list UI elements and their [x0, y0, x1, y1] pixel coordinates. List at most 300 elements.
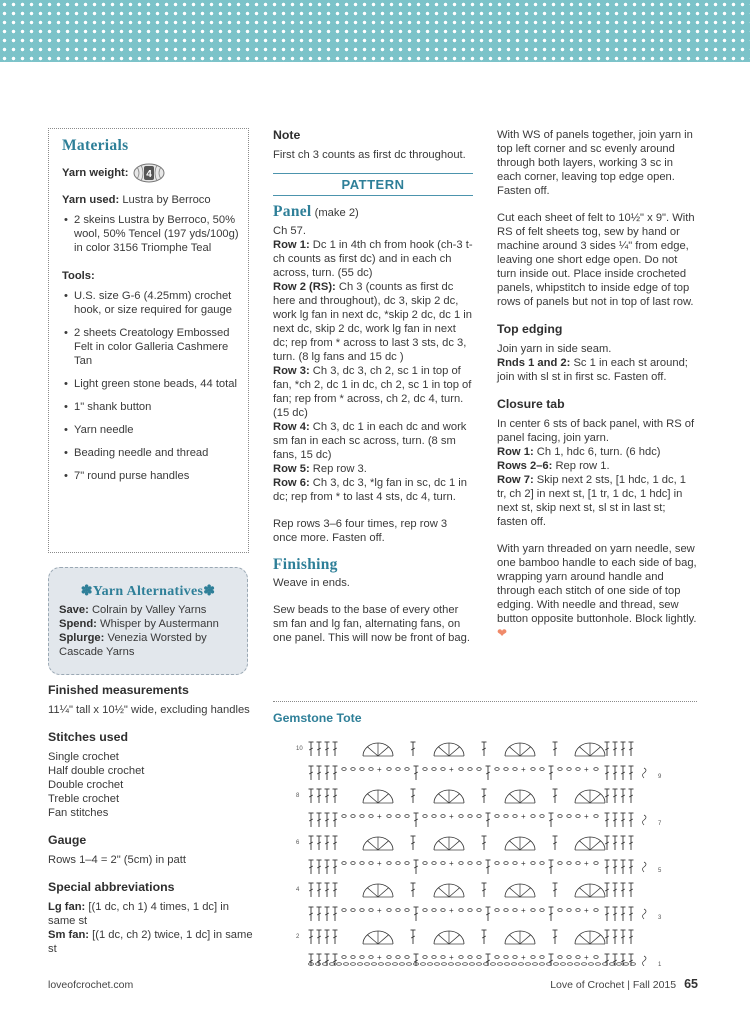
chain-stitch [396, 768, 400, 771]
foundation-chain [351, 963, 356, 966]
pattern-row: Row 2 (RS): Ch 3 (counts as first dc here and throughout), dc 3, skip 2 dc, work lg fan in next dc, *skip 2 dc, dc 1 in next dc, skip 2 dc, work lg fan in next dc; rep from * across to last 3 sts, dc 3, turn. (8 lg fans and 15 dc ) [273, 281, 472, 363]
fan-stitch [579, 841, 590, 850]
foundation-chain [421, 963, 426, 966]
chain-stitch [387, 768, 391, 771]
foundation-chain [610, 963, 615, 966]
chain-stitch [360, 862, 364, 865]
list-item: • U.S. size G-6 (4.25mm) crochet hook, or size required for gauge [62, 289, 242, 317]
fan-stitch [520, 794, 531, 803]
chain-stitch [558, 815, 562, 818]
chain-stitch [360, 909, 364, 912]
chain-stitch [495, 768, 499, 771]
foundation-chain [561, 963, 566, 966]
list-item: • 2 sheets Creatology Embossed Felt in color Galleria Cashmere Tan [62, 326, 242, 368]
alternative-save: Save: Colrain by Valley Yarns [59, 604, 207, 616]
row-number-left: 10 [296, 746, 303, 752]
chain-stitch [576, 956, 580, 959]
fan-stitch [509, 935, 520, 944]
fan-stitch [579, 935, 590, 944]
right-column [497, 128, 697, 641]
row-number-right: 3 [658, 915, 662, 921]
fan-stitch [579, 794, 590, 803]
foundation-chain [386, 963, 391, 966]
fan-stitch [509, 841, 520, 850]
chain-stitch [342, 862, 346, 865]
closure-tab-title: Closure tab [497, 397, 565, 411]
middle-column-top [273, 128, 473, 162]
chain-stitch [351, 768, 355, 771]
sc-stitch: + [584, 812, 589, 821]
alternative-splurge: Splurge: Venezia Worsted by Cascade Yarns [59, 632, 207, 658]
top-edging-rounds: Rnds 1 and 2: Sc 1 in each st around; join with sl st in first sc. Fasten off. [497, 357, 688, 383]
chain-stitch [423, 909, 427, 912]
tools-label: Tools: [62, 270, 95, 282]
yarn-used-label: Yarn used: [62, 194, 120, 206]
chart-title: Gemstone Tote [273, 711, 362, 725]
fan-stitch [520, 841, 531, 850]
turn-mark [643, 768, 647, 778]
fan-stitch [590, 794, 601, 803]
fan-stitch [438, 794, 449, 803]
list-item: • 2 skeins Lustra by Berroco, 50% wool, 50% Tencel (197 yds/100g) in color 3156 Triomphe Teal [62, 213, 242, 255]
chain-stitch [342, 768, 346, 771]
fan-stitch [367, 841, 378, 850]
foundation-chain [435, 963, 440, 966]
page-number: 65 [684, 977, 698, 991]
foundation-chain [568, 963, 573, 966]
footer-magazine: Love of Crochet [550, 979, 625, 991]
foundation-chain [449, 963, 454, 966]
stitches-list [48, 750, 253, 820]
chain-stitch [495, 862, 499, 865]
chain-stitch [360, 768, 364, 771]
chain-stitch [351, 909, 355, 912]
chain-stitch [396, 956, 400, 959]
sc-stitch: + [521, 812, 526, 821]
sc-stitch: + [521, 953, 526, 962]
foundation-chain [491, 963, 496, 966]
foundation-chain [519, 963, 524, 966]
chain-stitch [369, 815, 373, 818]
chain-stitch [477, 909, 481, 912]
list-item: Single crochet [48, 751, 119, 763]
chain-stitch [468, 815, 472, 818]
foundation-chain [428, 963, 433, 966]
chain-stitch [567, 909, 571, 912]
flower-icon: ✽ [80, 584, 93, 599]
chain-stitch [540, 815, 544, 818]
chain-stitch [594, 768, 598, 771]
chain-stitch [369, 909, 373, 912]
sc-stitch: + [377, 953, 382, 962]
fan-stitch [590, 841, 601, 850]
gauge-text: Rows 1–4 = 2" (5cm) in patt [48, 854, 186, 866]
chain-stitch [369, 768, 373, 771]
chain-stitch [504, 956, 508, 959]
foundation-chain [554, 963, 559, 966]
closure-text: In center 6 sts of back panel, with RS of panel facing, join yarn. [497, 418, 695, 444]
chain-stitch [531, 815, 535, 818]
foundation-chain [582, 963, 587, 966]
yarn-weight-row [62, 163, 242, 183]
sc-stitch: + [584, 859, 589, 868]
list-item: Half double crochet [48, 765, 145, 777]
chain-stitch [540, 768, 544, 771]
chain-stitch [594, 956, 598, 959]
list-item: • 1" shank button [62, 400, 242, 414]
list-item: • Yarn needle [62, 423, 242, 437]
materials-box [48, 128, 249, 553]
chain-stitch [459, 862, 463, 865]
chain-stitch [540, 862, 544, 865]
fan-stitch [509, 747, 520, 756]
chain-stitch [405, 909, 409, 912]
chain-stitch [468, 768, 472, 771]
chain-stitch [558, 956, 562, 959]
gauge-title: Gauge [48, 833, 87, 847]
chain-stitch [540, 909, 544, 912]
chain-stitch [387, 909, 391, 912]
fan-stitch [367, 794, 378, 803]
foundation-chain [624, 963, 629, 966]
foundation-chain [540, 963, 545, 966]
foundation-chain [477, 963, 482, 966]
chain-stitch [432, 768, 436, 771]
fan-stitch [378, 841, 389, 850]
foundation-chain [365, 963, 370, 966]
sc-stitch: + [521, 859, 526, 868]
note-title: Note [273, 128, 301, 142]
chain-stitch [441, 862, 445, 865]
row-number-left: 4 [296, 887, 300, 893]
sc-stitch: + [377, 859, 382, 868]
chain-stitch [396, 815, 400, 818]
yarn-used-line [62, 193, 242, 207]
paragraph: Cut each sheet of felt to 10½" x 9". With RS of felt sheets tog, sew by hand or machine around 3 sides ¼" from edge, leaving one short edge open. Do not turn inside out. Place inside crocheted panels, whipstitch to inside edge of top rows of panels but not in top of last row. [497, 212, 695, 308]
foundation-chain [400, 963, 405, 966]
finishing-text-2: Sew beads to the base of every other sm fan and lg fan, alternating fans, on one panel. This will now be front of bag. [273, 604, 470, 644]
polka-dot-banner [0, 0, 750, 62]
yarn-weight-label: Yarn weight: [62, 167, 129, 179]
list-item: Fan stitches [48, 807, 109, 819]
foundation-chain [526, 963, 531, 966]
foundation-chain [596, 963, 601, 966]
chain-stitch [576, 815, 580, 818]
finishing-title: Finishing [273, 556, 338, 573]
chain-stitch [432, 815, 436, 818]
list-item: Treble crochet [48, 793, 120, 805]
fan-stitch [509, 888, 520, 897]
row-number-left: 2 [296, 934, 300, 940]
chain-stitch [468, 909, 472, 912]
chain-stitch [594, 815, 598, 818]
sc-stitch: + [377, 812, 382, 821]
chain-stitch [351, 862, 355, 865]
chain-stitch [567, 956, 571, 959]
sc-stitch: + [377, 906, 382, 915]
chain-stitch [594, 909, 598, 912]
heart-icon: ❤ [497, 626, 508, 640]
chain-stitch [504, 815, 508, 818]
chain-stitch [423, 862, 427, 865]
fan-stitch [449, 841, 460, 850]
paragraph: With WS of panels together, join yarn in top left corner and sc evenly around through both layers, working 3 sc in each corner, leaving top edge open. Fasten off. [497, 129, 693, 197]
pattern-row: Row 4: Ch 3, dc 1 in each dc and work sm fan in each sc across, turn. (8 sm fans, 15 dc) [273, 421, 467, 461]
chain-stitch [504, 768, 508, 771]
chain-stitch [459, 909, 463, 912]
stitches-title: Stitches used [48, 730, 128, 744]
chain-stitch [423, 956, 427, 959]
chain-stitch [423, 768, 427, 771]
list-item: • Beading needle and thread [62, 446, 242, 460]
yarn-alternatives-title: Yarn Alternatives [92, 584, 204, 599]
chain-stitch [576, 909, 580, 912]
chain-stitch [396, 909, 400, 912]
chain-stitch [351, 815, 355, 818]
turn-mark [643, 909, 647, 919]
sc-stitch: + [584, 906, 589, 915]
chain-stitch [459, 768, 463, 771]
panel-make: (make 2) [314, 207, 359, 219]
top-edging-text: Join yarn in side seam. [497, 343, 612, 355]
chain-stitch [441, 909, 445, 912]
sc-stitch: + [449, 765, 454, 774]
fan-stitch [520, 888, 531, 897]
top-edging-title: Top edging [497, 322, 563, 336]
foundation-chain [407, 963, 412, 966]
chain-stitch [513, 815, 517, 818]
row-number-right: 1 [658, 962, 662, 966]
chain-stitch [360, 815, 364, 818]
pattern-heading: PATTERN [273, 173, 473, 196]
chain-stitch [360, 956, 364, 959]
foundation-chain [512, 963, 517, 966]
row-number-right: 9 [658, 774, 662, 780]
fan-stitch [449, 794, 460, 803]
chain-stitch [342, 815, 346, 818]
foundation-chain [463, 963, 468, 966]
chain-stitch [540, 956, 544, 959]
fan-stitch [520, 935, 531, 944]
chain-stitch [567, 768, 571, 771]
pattern-row: Row 1: Dc 1 in 4th ch from hook (ch-3 t-ch counts as first dc) and in each ch across, turn. (55 dc) [273, 239, 473, 279]
sc-stitch: + [449, 906, 454, 915]
foundation-chain [379, 963, 384, 966]
chain-stitch [396, 862, 400, 865]
section-divider [273, 701, 697, 702]
abbreviations-title: Special abbreviations [48, 880, 175, 894]
fan-stitch [449, 935, 460, 944]
flower-icon: ✽ [203, 584, 216, 599]
foundation-chain [505, 963, 510, 966]
pattern-row: Row 3: Ch 3, dc 3, ch 2, sc 1 in top of fan, *ch 2, dc 1 in dc, ch 2, sc 1 in top of fan; rep from * across, ch 2, dc 4, turn. (15 dc) [273, 365, 472, 419]
fan-stitch [438, 888, 449, 897]
chain-stitch [387, 956, 391, 959]
row-number-left: 8 [296, 793, 300, 799]
fan-stitch [367, 888, 378, 897]
chain-stitch [441, 815, 445, 818]
chain-stitch [432, 956, 436, 959]
chain-stitch [504, 909, 508, 912]
chain-stitch [531, 768, 535, 771]
chain-stitch [405, 815, 409, 818]
chain-stitch [387, 815, 391, 818]
yarn-weight-icon [133, 163, 165, 183]
panel-title: Panel [273, 203, 312, 220]
fan-stitch [449, 888, 460, 897]
fan-stitch [509, 794, 520, 803]
list-item: • 7" round purse handles [62, 469, 242, 483]
fan-stitch [438, 935, 449, 944]
alternative-spend: Spend: Whisper by Austermann [59, 618, 219, 630]
chain-stitch [468, 956, 472, 959]
foundation-chain [617, 963, 622, 966]
chain-stitch [594, 862, 598, 865]
chain-stitch [567, 862, 571, 865]
chain-stitch [576, 768, 580, 771]
chain-stitch [342, 956, 346, 959]
tools-list [62, 289, 242, 483]
chain-stitch [531, 862, 535, 865]
sc-stitch: + [584, 953, 589, 962]
chain-stitch [558, 768, 562, 771]
foundation-chain [358, 963, 363, 966]
chain-stitch [405, 956, 409, 959]
chain-stitch [387, 862, 391, 865]
foundation-chain [589, 963, 594, 966]
chain-stitch [504, 862, 508, 865]
foundation-chain [575, 963, 580, 966]
abbreviation-sm-fan: Sm fan: [(1 dc, ch 2) twice, 1 dc] in same st [48, 929, 253, 955]
chain-stitch [576, 862, 580, 865]
sc-stitch: + [521, 906, 526, 915]
chain-stitch [441, 956, 445, 959]
fan-stitch [378, 747, 389, 756]
fan-stitch [590, 935, 601, 944]
stitch-chart [296, 734, 670, 966]
chain-stitch [477, 956, 481, 959]
foundation-chain [456, 963, 461, 966]
chain-stitch [405, 862, 409, 865]
middle-column [273, 205, 473, 645]
sc-stitch: + [377, 765, 382, 774]
chain-stitch [405, 768, 409, 771]
fan-stitch [378, 935, 389, 944]
chain-stitch [531, 909, 535, 912]
foundation-chain [442, 963, 447, 966]
yarn-list [62, 213, 242, 255]
foundation-chain [372, 963, 377, 966]
list-item: Double crochet [48, 779, 124, 791]
fan-stitch [579, 888, 590, 897]
foundation-chain [316, 963, 321, 966]
chain-stitch [468, 862, 472, 865]
fan-stitch [438, 841, 449, 850]
pattern-row: Row 6: Ch 3, dc 3, *lg fan in sc, dc 1 in dc; rep from * to last 4 sts, dc 4, turn. [273, 477, 468, 503]
chain-stitch [558, 862, 562, 865]
turn-mark [643, 956, 647, 966]
chain-stitch [459, 956, 463, 959]
chain-stitch [477, 862, 481, 865]
row-number-left: 6 [296, 840, 300, 846]
foundation-chain [337, 963, 342, 966]
foundation-chain [393, 963, 398, 966]
abbreviation-lg-fan: Lg fan: [(1 dc, ch 1) 4 times, 1 dc] in same st [48, 901, 229, 927]
sc-stitch: + [449, 953, 454, 962]
chain-stitch [531, 956, 535, 959]
fan-stitch [590, 747, 601, 756]
chain-stitch [477, 815, 481, 818]
footer-issue: Fall 2015 [632, 979, 677, 991]
pattern-row: Row 5: Rep row 3. [273, 463, 367, 475]
chain-stitch [558, 909, 562, 912]
chain-stitch [459, 815, 463, 818]
foundation-chain [470, 963, 475, 966]
repeat-text: Rep rows 3–6 four times, rep row 3 once more. Fasten off. [273, 518, 448, 544]
chain-stitch [567, 815, 571, 818]
yarn-alternatives-box [48, 567, 248, 675]
sc-stitch: + [449, 812, 454, 821]
fan-stitch [378, 888, 389, 897]
yarn-used-value: Lustra by Berroco [122, 194, 211, 206]
chain-stitch [432, 909, 436, 912]
turn-mark [643, 862, 647, 872]
foundation-chain [344, 963, 349, 966]
chain-stitch [477, 768, 481, 771]
final-paragraph: With yarn threaded on yarn needle, sew one bamboo handle to each side of bag, wrapping yarn around handle and through each stitch of one side of top edging. With needle and thread, sew button opposite buttonhole. Block lightly. ❤ [497, 543, 697, 640]
note-text: First ch 3 counts as first dc throughout. [273, 149, 466, 161]
fan-stitch [367, 747, 378, 756]
foundation-chain [498, 963, 503, 966]
chain-stitch [495, 815, 499, 818]
chain-stitch [495, 956, 499, 959]
ch57-text: Ch 57. [273, 225, 306, 237]
closure-row: Rows 2–6: Rep row 1. [497, 460, 610, 472]
chain-stitch [432, 862, 436, 865]
chain-stitch [351, 956, 355, 959]
closure-row: Row 1: Ch 1, hdc 6, turn. (6 hdc) [497, 446, 661, 458]
sc-stitch: + [584, 765, 589, 774]
fan-stitch [367, 935, 378, 944]
row-number-right: 5 [658, 868, 662, 874]
materials-title: Materials [62, 137, 129, 154]
chain-stitch [369, 862, 373, 865]
chain-stitch [423, 815, 427, 818]
row-number-right: 7 [658, 821, 662, 827]
turn-mark [643, 815, 647, 825]
foundation-chain [330, 963, 335, 966]
fan-stitch [579, 747, 590, 756]
yarn-weight-value: 4 [145, 169, 152, 180]
closure-row: Row 7: Skip next 2 sts, [1 hdc, 1 dc, 1 tr, ch 2] in next st, [1 tr, 1 dc, 1 hdc] in next st, skip next st, sl st in last st; fasten off. [497, 474, 687, 528]
finishing-text-1: Weave in ends. [273, 577, 350, 589]
chain-stitch [513, 909, 517, 912]
finished-measurements-title: Finished measurements [48, 683, 189, 697]
fan-stitch [590, 888, 601, 897]
footer-website: loveofcrochet.com [48, 979, 134, 991]
foundation-chain [533, 963, 538, 966]
footer-info: Love of Crochet | Fall 2015 65 [550, 977, 698, 991]
chain-stitch [342, 909, 346, 912]
chain-stitch [441, 768, 445, 771]
chain-stitch [495, 909, 499, 912]
chain-stitch [369, 956, 373, 959]
list-item: • Light green stone beads, 44 total [62, 377, 242, 391]
chain-stitch [513, 768, 517, 771]
fan-stitch [378, 794, 389, 803]
chain-stitch [513, 956, 517, 959]
sc-stitch: + [521, 765, 526, 774]
